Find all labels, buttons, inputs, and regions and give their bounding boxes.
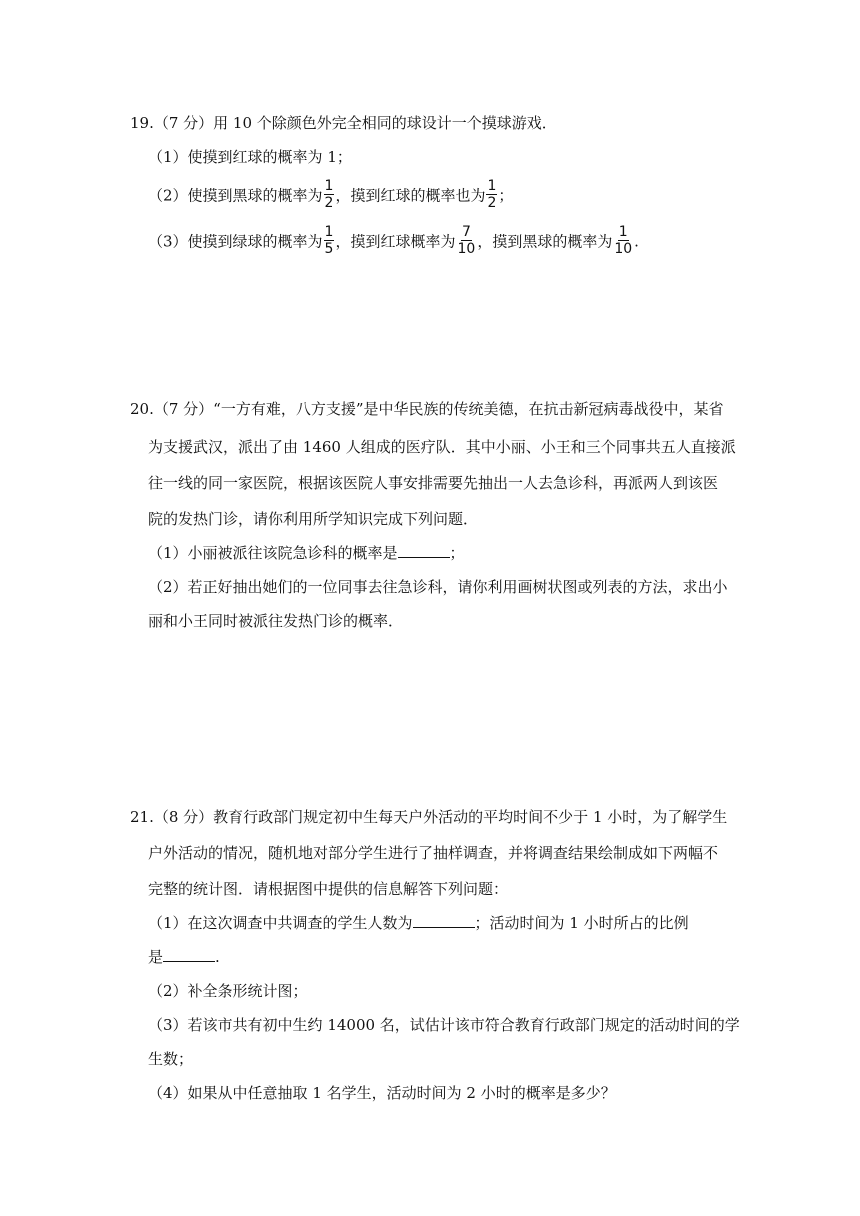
q21-part1-text-c: 是 bbox=[148, 948, 164, 966]
q19-part3-fraction-1: $\frac{1}{5}$ bbox=[324, 224, 334, 257]
q21-answer-blank-ratio[interactable] bbox=[163, 946, 215, 962]
q20-part2-line2: 丽和小王同时被派往发热门诊的概率． bbox=[148, 612, 404, 630]
q20-line1: 20.（7 分）“一方有难，八方支援”是中华民族的传统美德，在抗击新冠病毒战役中，某省 bbox=[130, 400, 724, 418]
q20-part1-end: ； bbox=[449, 544, 465, 562]
q20-part2-line1: （2）若正好抽出她们的一位同事去往急诊科，请你利用画树状图或列表的方法，求出小 bbox=[148, 578, 728, 596]
q20-part1 bbox=[148, 542, 465, 563]
q21-line3: 完整的统计图．请根据图中提供的信息解答下列问题： bbox=[148, 880, 509, 898]
q19-part2-fraction-2: $\frac{1}{2}$ bbox=[487, 178, 497, 211]
q19-part3-fraction-3: $\frac{1}{10}$ bbox=[614, 224, 633, 257]
q20-line4: 院的发热门诊，请你利用所学知识完成下列问题． bbox=[148, 510, 479, 528]
q20-line2: 为支援武汉，派出了由 1460 人组成的医疗队．其中小丽、小王和三个同事共五人直接派 bbox=[148, 438, 736, 456]
q19-part3-text-c: ，摸到黑球的概率为 bbox=[477, 232, 613, 251]
q21-part1-text-a: （1）在这次调查中共调查的学生人数为 bbox=[148, 914, 413, 932]
q21-part4: （4）如果从中任意抽取 1 名学生，活动时间为 2 小时的概率是多少？ bbox=[148, 1084, 616, 1102]
q21-part3-line1: （3）若该市共有初中生约 14000 名，试估计该市符合教育行政部门规定的活动时间的学 bbox=[148, 1016, 740, 1034]
q19-part2 bbox=[148, 180, 513, 213]
q21-part1-text-b: ；活动时间为 1 小时所占的比例 bbox=[474, 914, 689, 932]
q19-part3-text-b: ，摸到红球概率为 bbox=[335, 232, 456, 251]
q21-part1-line1 bbox=[148, 912, 689, 933]
q20-part1-text: （1）小丽被派往该院急诊科的概率是 bbox=[148, 544, 398, 562]
q19-part2-fraction-1: $\frac{1}{2}$ bbox=[324, 178, 334, 211]
q21-part1-line2 bbox=[148, 946, 220, 967]
q20-line3: 往一线的同一家医院，根据该医院人事安排需要先抽出一人去急诊科，再派两人到该医 bbox=[148, 474, 719, 492]
q21-part1-text-d: . bbox=[215, 948, 220, 966]
q19-part3-text-d: . bbox=[634, 232, 639, 251]
q21-line2: 户外活动的情况，随机地对部分学生进行了抽样调查，并将调查结果绘制成如下两幅不 bbox=[148, 844, 719, 862]
q19-part2-text-c: ； bbox=[498, 186, 514, 205]
q20-answer-blank[interactable] bbox=[398, 542, 450, 558]
q21-answer-blank-count[interactable] bbox=[413, 912, 475, 928]
q19-part3 bbox=[148, 226, 639, 259]
q21-part2: （2）补全条形统计图； bbox=[148, 982, 308, 1000]
q19-part1: （1）使摸到红球的概率为 1； bbox=[148, 148, 352, 166]
q19-part3-text-a: （3）使摸到绿球的概率为 bbox=[148, 232, 323, 251]
q19-part3-fraction-2: $\frac{7}{10}$ bbox=[457, 224, 476, 257]
q19-part2-text-b: ，摸到红球的概率也为 bbox=[335, 186, 486, 205]
q21-line1: 21.（8 分）教育行政部门规定初中生每天户外活动的平均时间不少于 1 小时，为了解学生 bbox=[130, 808, 728, 826]
q19-part2-text-a: （2）使摸到黑球的概率为 bbox=[148, 186, 323, 205]
q19-stem: 19.（7 分）用 10 个除颜色外完全相同的球设计一个摸球游戏． bbox=[130, 114, 557, 132]
q21-part3-line2: 生数； bbox=[148, 1050, 194, 1068]
